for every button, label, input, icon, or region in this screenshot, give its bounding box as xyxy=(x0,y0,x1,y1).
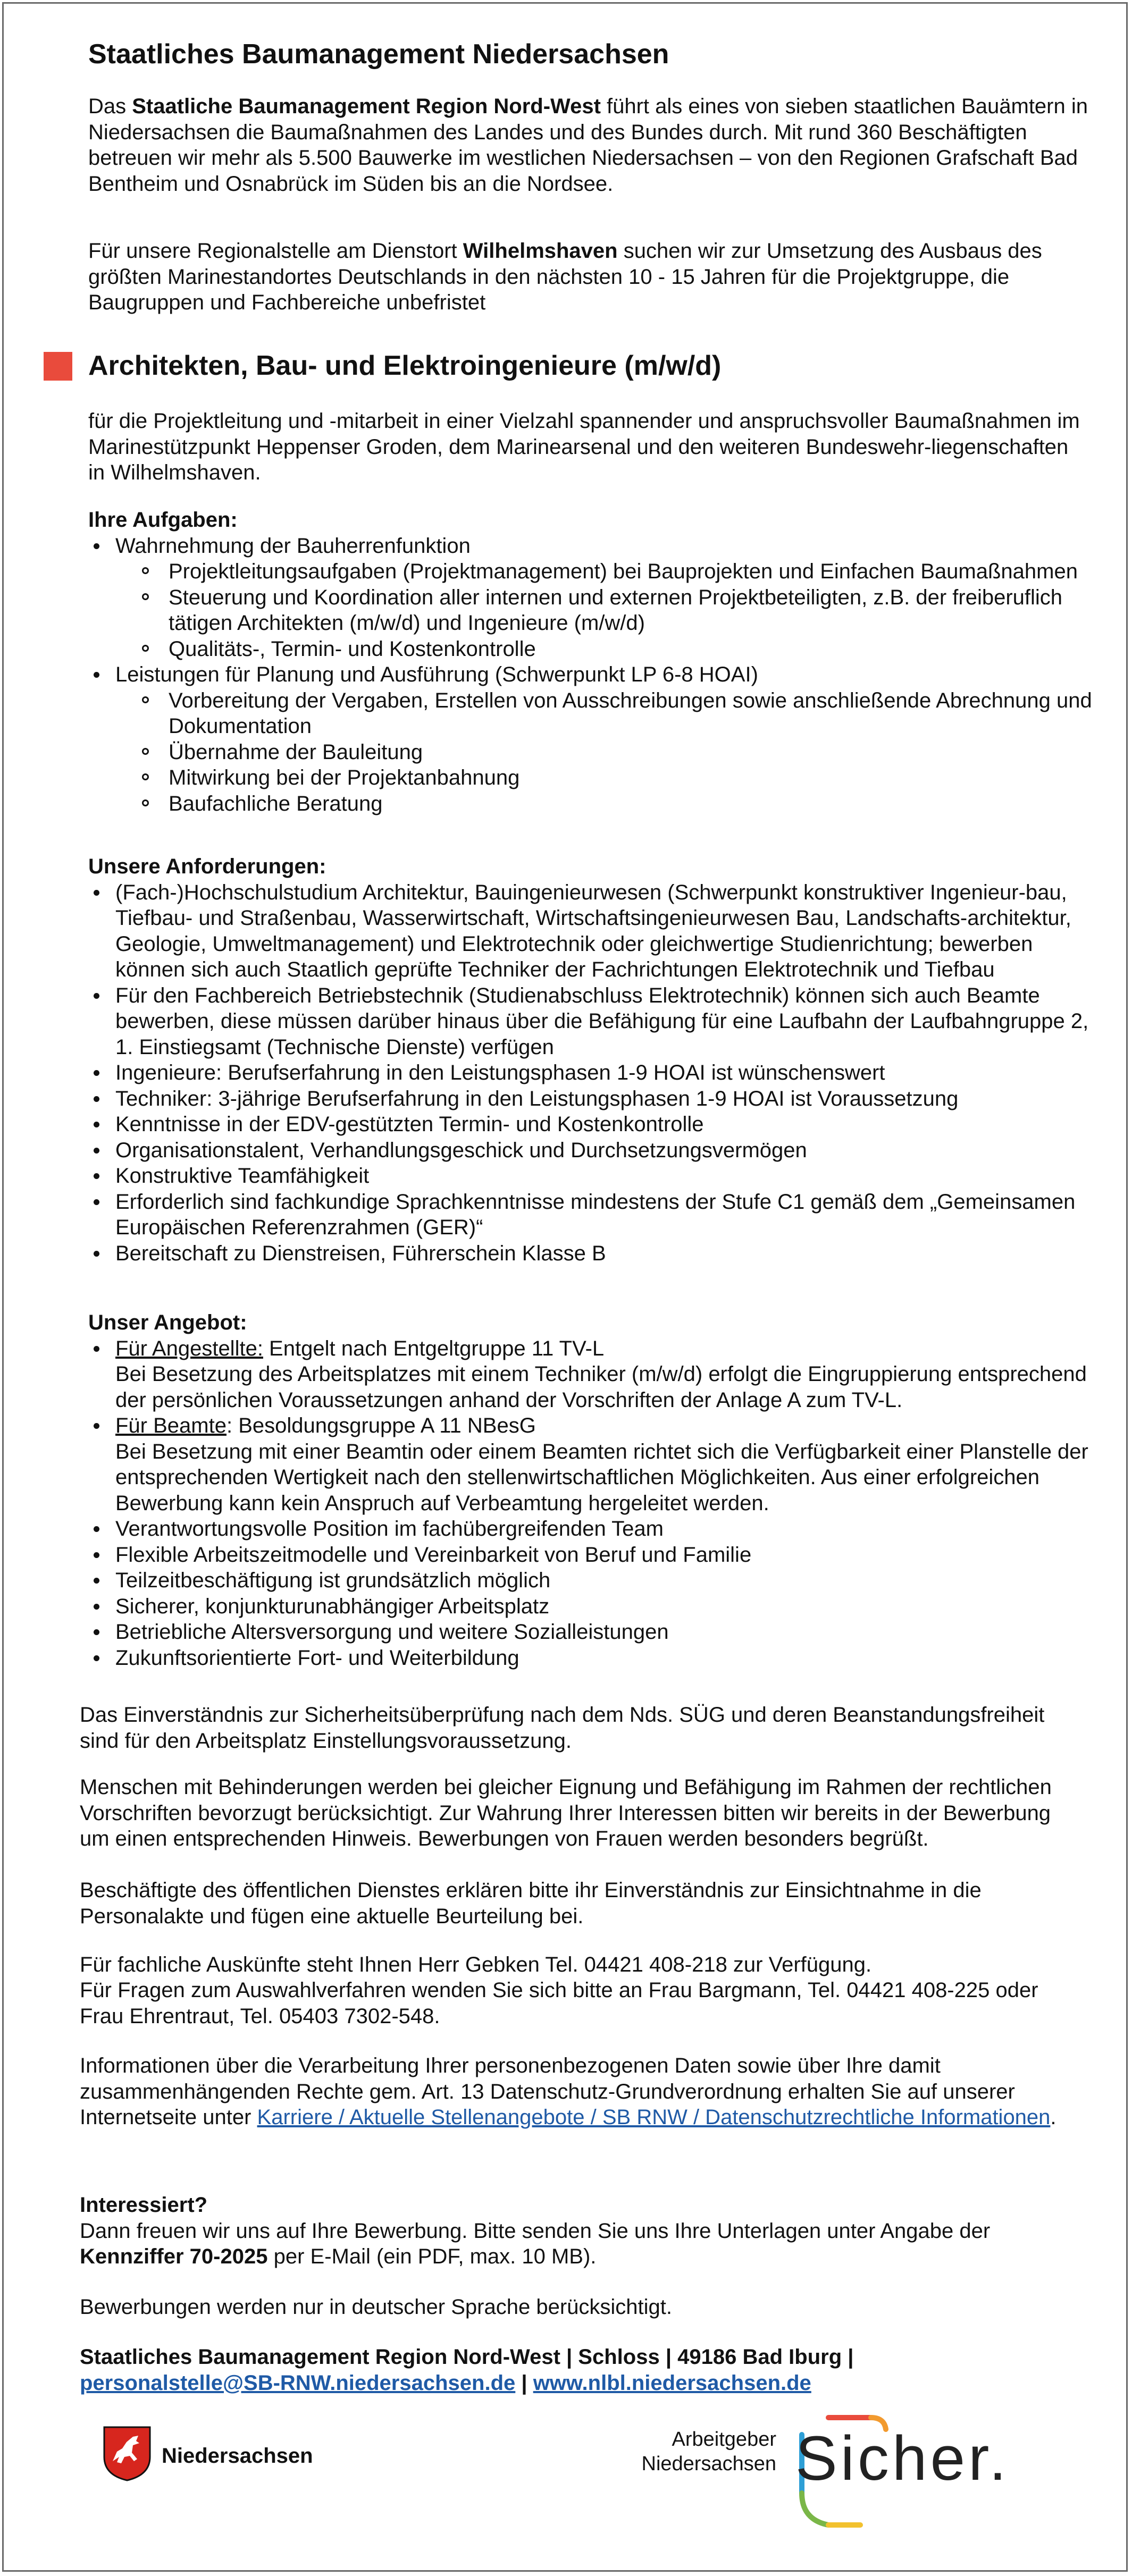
reference-number: Kennziffer 70-2025 xyxy=(80,2245,268,2268)
apply-section: Interessiert? Dann freuen wir uns auf Ihre Bewerbung. Bitte senden Sie uns Ihre Unterlagen unter Angabe der Kennziffer 70-2025 per E-Mail (ein PDF, max. 10 MB). xyxy=(80,2193,991,2268)
security-note: Das Einverständnis zur Sicherheitsüberprüfung nach dem Nds. SÜG und deren Beanstandungsfreiheit sind für den Arbeitsplatz Einstellungsvoraussetzung. xyxy=(80,1703,1045,1753)
offer-heading: Unser Angebot: xyxy=(88,1311,247,1334)
list-item: Übernahme der Bauleitung xyxy=(115,739,1099,765)
requirements-section xyxy=(88,854,1099,1266)
offer-list xyxy=(88,1336,1099,1671)
requirements-list xyxy=(88,880,1099,1267)
language-note: Bewerbungen werden nur in deutscher Sprache berücksichtigt. xyxy=(80,2295,672,2319)
job-description: für die Projektleitung und -mitarbeit in einer Vielzahl spannender und anspruchsvoller Baumaßnahmen im Marinestützpunkt Heppenser Groden, dem Marinearsenal und den weiteren Bundeswehr-liegenschaften in Wilhelmshaven. xyxy=(88,409,1080,484)
list-item: Techniker: 3-jährige Berufserfahrung in den Leistungsphasen 1-9 HOAI ist Voraussetzung xyxy=(88,1086,1099,1112)
list-item: Für den Fachbereich Betriebstechnik (Studienabschluss Elektrotechnik) können sich auch Beamte bewerben, diese müssen darüber hinaus über die Befähigung für eine Laufbahn der Laufbahngruppe 2, 1. Einstiegsamt (Technische Dienste) verfügen xyxy=(88,983,1099,1060)
employees-label: Für Angestellte: xyxy=(115,1336,263,1360)
list-item: Verantwortungsvolle Position im fachübergreifenden Team xyxy=(88,1516,1099,1542)
list-item: Teilzeitbeschäftigung ist grundsätzlich möglich xyxy=(88,1568,1099,1594)
apply-heading: Interessiert? xyxy=(80,2193,208,2217)
tasks-heading: Ihre Aufgaben: xyxy=(88,508,238,532)
website-link[interactable]: www.nlbl.niedersachsen.de xyxy=(533,2371,811,2395)
document-frame xyxy=(2,2,1128,2572)
list-item: Konstruktive Teamfähigkeit xyxy=(88,1163,1099,1189)
organization-name: Staatliche Baumanagement Region Nord-West xyxy=(132,95,601,118)
list-item: Betriebliche Altersversorgung und weitere Sozialleistungen xyxy=(88,1619,1099,1645)
requirements-heading: Unsere Anforderungen: xyxy=(88,855,326,878)
list-item: Vorbereitung der Vergaben, Erstellen von Ausschreibungen sowie anschließende Abrechnung und Dokumentation xyxy=(115,688,1099,739)
list-item: Flexible Arbeitszeitmodelle und Vereinbarkeit von Beruf und Familie xyxy=(88,1542,1099,1568)
intro-paragraph-2: Für unsere Regionalstelle am Dienstort Wilhelmshaven suchen wir zur Umsetzung des Ausbaus des größten Marinestandortes Deutschlands in den nächsten 10 - 15 Jahren für die Projektgruppe, die Baugruppen und Fachbereiche unbefristet xyxy=(88,239,1042,314)
list-item: Mitwirkung bei der Projektanbahnung xyxy=(115,765,1099,791)
location-name: Wilhelmshaven xyxy=(463,239,618,263)
list-item: Baufachliche Beratung xyxy=(115,791,1099,817)
public-service-note: Beschäftigte des öffentlichen Dienstes erklären bitte ihr Einverständnis zur Einsichtnahme in die Personalakte und fügen eine aktuelle Beurteilung bei. xyxy=(80,1879,982,1928)
offer-section xyxy=(88,1310,1099,1671)
sub-list xyxy=(115,559,1099,662)
privacy-link[interactable]: Karriere / Aktuelle Stellenangebote / SB RNW / Datenschutzrechtliche Informationen xyxy=(257,2106,1051,2129)
list-item: Ingenieure: Berufserfahrung in den Leistungsphasen 1-9 HOAI ist wünschenswert xyxy=(88,1060,1099,1086)
list-item: (Fach-)Hochschulstudium Architektur, Bauingenieurwesen (Schwerpunkt konstruktiver Ingenieur-bau, Tiefbau- und Straßenbau, Wasserwirtschaft, Wirtschaftsingenieurwesen Bau, Landschafts-architektur, Geologie, Umweltmanagement) und Elektrotechnik oder gleichwertige Studienrichtung; bewerben können sich auch Staatlich geprüfte Techniker der Fachrichtungen Elektrotechnik und Tiefbau xyxy=(88,880,1099,983)
arbeitgeber-niedersachsen-text: Arbeitgeber Niedersachsen xyxy=(641,2428,776,2475)
list-item: Leistungen für Planung und Ausführung (Schwerpunkt LP 6-8 HOAI) Vorbereitung der Vergaben, Erstellen von Ausschreibungen sowie anschließende Abrechnung und Dokumentation Übernahme der Bauleitung Mitwirkung bei der Projektanbahnung Baufachliche Beratung xyxy=(88,662,1099,816)
job-title-marker xyxy=(44,352,72,381)
footer-contact: Staatliches Baumanagement Region Nord-West | Schloss | 49186 Bad Iburg | personalstelle@SB-RNW.niedersachsen.de | www.nlbl.niedersachsen.de xyxy=(80,2345,854,2395)
sicher-logo-text: Sicher. xyxy=(795,2423,1010,2494)
footer-address: Staatliches Baumanagement Region Nord-West | Schloss | 49186 Bad Iburg | xyxy=(80,2345,854,2369)
list-item: Für Angestellte: Entgelt nach Entgeltgruppe 11 TV-L Bei Besetzung des Arbeitsplatzes mit einem Techniker (m/w/d) erfolgt die Eingruppierung entsprechend der persönlichen Voraussetzungen anhand der Vorschriften der Anlage A zum TV-L. xyxy=(88,1336,1099,1413)
list-item: Für Beamte: Besoldungsgruppe A 11 NBesG Bei Besetzung mit einer Beamtin oder einem Beamten richtet sich die Verfügbarkeit einer Planstelle der entsprechenden Wertigkeit nach den stellenwirtschaftlichen Möglichkeiten. Aus einer erfolgreichen Bewerbung kann kein Anspruch auf Verbeamtung hergeleitet werden. xyxy=(88,1413,1099,1516)
contact-note-2: Für Fragen zum Auswahlverfahren wenden Sie sich bitte an Frau Bargmann, Tel. 04421 408-225 oder Frau Ehrentraut, Tel. 05403 7302-548. xyxy=(80,1979,1038,2028)
list-item: Projektleitungsaufgaben (Projektmanagement) bei Bauprojekten und Einfachen Baumaßnahmen xyxy=(115,559,1099,585)
niedersachsen-logo-text: Niedersachsen xyxy=(162,2444,313,2468)
list-item: Zukunftsorientierte Fort- und Weiterbildung xyxy=(88,1645,1099,1671)
list-item: Sicherer, konjunkturunabhängiger Arbeitsplatz xyxy=(88,1594,1099,1620)
job-title: Architekten, Bau- und Elektroingenieure (m/w/d) xyxy=(88,350,722,381)
list-item: Wahrnehmung der Bauherrenfunktion Projektleitungsaufgaben (Projektmanagement) bei Bauprojekten und Einfachen Baumaßnahmen Steuerung und Koordination aller internen und externen Projektbeteiligten, z.B. der freiberuflich tätigen Architekten (m/w/d) und Ingenieure (m/w/d) Qualitäts-, Termin- und Kostenkontrolle xyxy=(88,533,1099,662)
privacy-note: Informationen über die Verarbeitung Ihrer personenbezogenen Daten sowie über Ihre damit zusammenhängenden Rechte gem. Art. 13 Datenschutz-Grundverordnung erhalten Sie auf unserer Internetseite unter Karriere / Aktuelle Stellenangebote / SB RNW / Datenschutzrechtliche Informationen. xyxy=(80,2054,1056,2129)
tasks-section xyxy=(88,507,1099,816)
list-item: Kenntnisse in der EDV-gestützten Termin- und Kostenkontrolle xyxy=(88,1112,1099,1138)
list-item: Qualitäts-, Termin- und Kostenkontrolle xyxy=(115,636,1099,662)
page-title: Staatliches Baumanagement Niedersachsen xyxy=(88,39,669,70)
intro-paragraph-1: Das Staatliche Baumanagement Region Nord-West führt als eines von sieben staatlichen Bauämtern in Niedersachsen die Baumaßnahmen des Landes und des Bundes durch. Mit rund 360 Beschäftigten betreuen wir mehr als 5.500 Bauwerke im westlichen Niedersachsen – von den Regionen Grafschaft Bad Bentheim und Osnabrück im Süden bis an die Nordsee. xyxy=(88,95,1088,196)
list-item: Steuerung und Koordination aller internen und externen Projektbeteiligten, z.B. der freiberuflich tätigen Architekten (m/w/d) und Ingenieure (m/w/d) xyxy=(115,585,1099,636)
officials-label: Für Beamte xyxy=(115,1414,227,1437)
contact-note-1: Für fachliche Auskünfte steht Ihnen Herr Gebken Tel. 04421 408-218 zur Verfügung. xyxy=(80,1953,872,1976)
sub-list xyxy=(115,688,1099,817)
list-item: Bereitschaft zu Dienstreisen, Führerschein Klasse B xyxy=(88,1241,1099,1267)
list-item: Organisationstalent, Verhandlungsgeschick und Durchsetzungsvermögen xyxy=(88,1138,1099,1164)
disability-note: Menschen mit Behinderungen werden bei gleicher Eignung und Befähigung im Rahmen der rechtlichen Vorschriften bevorzugt berücksichtigt. Zur Wahrung Ihrer Interessen bitten wir bereits in der Bewerbung um einen entsprechenden Hinweis. Bewerbungen von Frauen werden besonders begrüßt. xyxy=(80,1775,1052,1850)
list-item: Erforderlich sind fachkundige Sprachkenntnisse mindestens der Stufe C1 gemäß dem „Gemeinsamen Europäischen Referenzrahmen (GER)“ xyxy=(88,1189,1099,1241)
tasks-list xyxy=(88,533,1099,817)
email-link[interactable]: personalstelle@SB-RNW.niedersachsen.de xyxy=(80,2371,516,2395)
